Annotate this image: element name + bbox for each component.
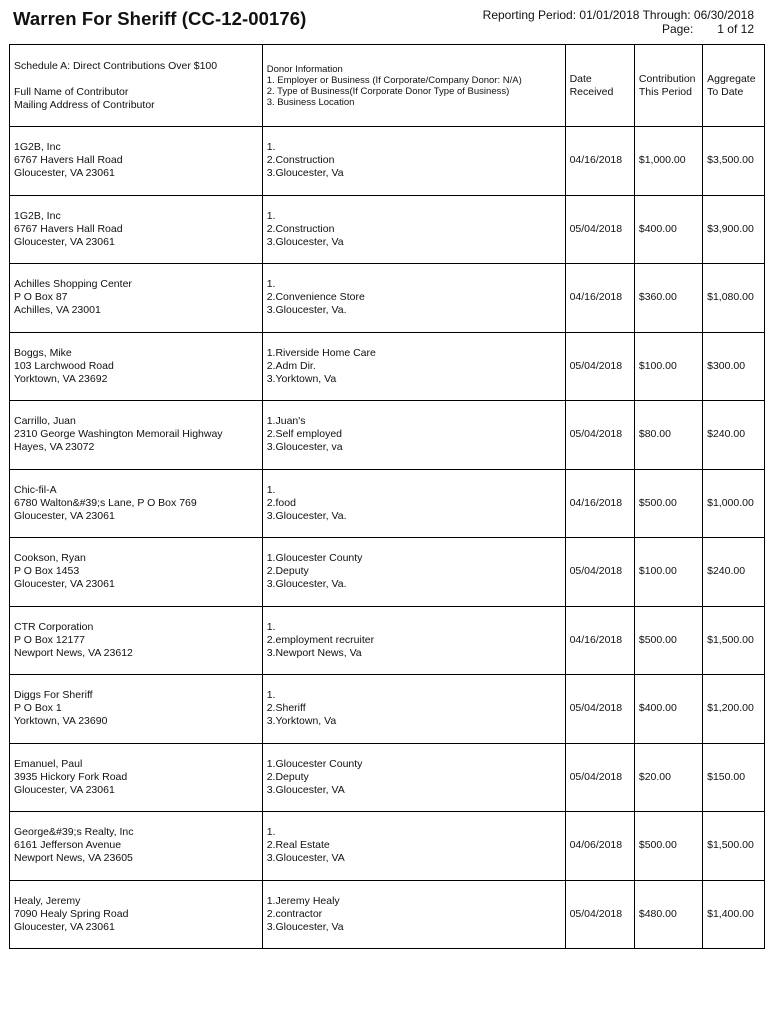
table-row: [10, 743, 765, 812]
contributor-cell-addr1: P O Box 87: [14, 291, 68, 304]
donor-info-cell-d3: 3.Gloucester, Va.: [266, 509, 347, 522]
contributor-cell-addr2: Gloucester, VA 23061: [14, 235, 115, 248]
contributor-cell-addr2: Gloucester, VA 23061: [14, 783, 115, 796]
donor-info-cell-d3: 3.Yorktown, Va: [266, 372, 337, 385]
donor-info-cell-d3: 3.Gloucester, VA: [266, 852, 345, 865]
aggregate-amount-cell: [703, 469, 765, 538]
donor-info-cell: [262, 332, 565, 401]
contributor-cell-addr1: 7090 Healy Spring Road: [14, 907, 129, 920]
date-received-cell-date: 04/06/2018: [569, 839, 623, 852]
aggregate-amount-cell: [703, 675, 765, 744]
contribution-amount-cell-amount: $400.00: [638, 702, 677, 715]
donor-info-cell-d1: 1.Riverside Home Care: [266, 346, 376, 359]
donor-info-cell-d3: 3.Gloucester, Va.: [266, 304, 347, 317]
contribution-amount-cell-amount: $100.00: [638, 565, 677, 578]
contributor-cell: [10, 332, 263, 401]
date-header-line-2: Received: [569, 85, 614, 98]
contributor-cell-name: Emanuel, Paul: [14, 757, 83, 770]
date-received-cell: [565, 606, 634, 675]
date-column-header: [565, 45, 634, 127]
donor-info-cell-d1: 1.Gloucester County: [266, 757, 363, 770]
table-row: [10, 812, 765, 881]
table-row: [10, 880, 765, 949]
contributor-cell-addr2: Yorktown, VA 23690: [14, 715, 108, 728]
contributor-cell-name: Achilles Shopping Center: [14, 278, 132, 291]
date-received-cell-date: 04/16/2018: [569, 154, 623, 167]
contributor-cell-addr1: 3935 Hickory Fork Road: [14, 770, 128, 783]
donor-info-cell-d1: 1.: [266, 278, 276, 291]
contributor-cell-addr1: 6767 Havers Hall Road: [14, 222, 123, 235]
contributor-cell: [10, 880, 263, 949]
full-name-label: Full Name of Contributor: [14, 85, 129, 98]
donor-info-cell: [262, 264, 565, 333]
contributor-cell-addr1: P O Box 1453: [14, 565, 80, 578]
donor-info-cell: [262, 195, 565, 264]
date-received-cell: [565, 812, 634, 881]
donor-info-cell: [262, 675, 565, 744]
aggregate-amount-cell-aggregate: $3,900.00: [707, 222, 754, 235]
contribution-header-line-2: This Period: [638, 85, 692, 98]
contributor-cell: [10, 812, 263, 881]
date-received-cell: [565, 195, 634, 264]
contribution-amount-cell: [634, 880, 702, 949]
contribution-amount-cell: [634, 264, 702, 333]
reporting-period-block: [483, 8, 754, 36]
aggregate-amount-cell-aggregate: $1,400.00: [707, 907, 754, 920]
donor-info-cell-d3: 3.Gloucester, Va: [266, 920, 344, 933]
contributor-cell: [10, 127, 263, 196]
contribution-amount-cell: [634, 401, 702, 470]
contributor-cell: [10, 606, 263, 675]
contribution-amount-cell-amount: $360.00: [638, 291, 677, 304]
contributor-cell-addr1: 6780 Walton&#39;s Lane, P O Box 769: [14, 496, 197, 509]
date-received-cell-date: 05/04/2018: [569, 222, 623, 235]
contributor-cell-name: Boggs, Mike: [14, 346, 72, 359]
donor-info-line-1: 1. Employer or Business (If Corporate/Company Donor: N/A): [266, 74, 522, 86]
date-received-cell: [565, 469, 634, 538]
contribution-amount-cell-amount: $500.00: [638, 496, 677, 509]
contributor-cell-addr1: P O Box 1: [14, 702, 62, 715]
donor-info-cell-d1: 1.: [266, 141, 276, 154]
contribution-amount-cell-amount: $80.00: [638, 428, 671, 441]
date-received-cell-date: 05/04/2018: [569, 428, 623, 441]
table-row: [10, 606, 765, 675]
contributor-cell-name: CTR Corporation: [14, 620, 94, 633]
contribution-amount-cell-amount: $500.00: [638, 839, 677, 852]
contributor-cell-name: Chic-fil-A: [14, 483, 57, 496]
contribution-amount-cell: [634, 743, 702, 812]
table-row: [10, 675, 765, 744]
table-row: [10, 469, 765, 538]
contribution-amount-cell-amount: $100.00: [638, 359, 677, 372]
donor-info-cell: [262, 538, 565, 607]
aggregate-amount-cell-aggregate: $300.00: [707, 359, 746, 372]
donor-info-cell-d3: 3.Gloucester, Va: [266, 235, 344, 248]
aggregate-amount-cell: [703, 880, 765, 949]
aggregate-amount-cell-aggregate: $240.00: [707, 565, 746, 578]
aggregate-amount-cell-aggregate: $1,500.00: [707, 839, 754, 852]
contribution-amount-cell: [634, 606, 702, 675]
donor-info-cell-d2: 2.Construction: [266, 222, 335, 235]
date-received-cell-date: 05/04/2018: [569, 565, 623, 578]
donor-info-cell-d2: 2.Convenience Store: [266, 291, 365, 304]
date-received-cell: [565, 332, 634, 401]
donor-info-cell-d3: 3.Gloucester, VA: [266, 783, 345, 796]
contributor-cell-addr2: Hayes, VA 23072: [14, 441, 95, 454]
donor-info-cell-d1: 1.: [266, 209, 276, 222]
contributor-cell: [10, 401, 263, 470]
donor-info-line-3: 3. Business Location: [266, 96, 355, 108]
aggregate-amount-cell-aggregate: $1,200.00: [707, 702, 754, 715]
donor-info-cell-d1: 1.: [266, 689, 276, 702]
table-row: [10, 538, 765, 607]
aggregate-amount-cell: [703, 401, 765, 470]
mailing-address-label: Mailing Address of Contributor: [14, 98, 155, 111]
aggregate-amount-cell: [703, 743, 765, 812]
donor-info-cell: [262, 743, 565, 812]
date-received-cell-date: 05/04/2018: [569, 907, 623, 920]
aggregate-amount-cell: [703, 264, 765, 333]
date-received-cell-date: 05/04/2018: [569, 702, 623, 715]
aggregate-amount-cell: [703, 127, 765, 196]
donor-info-cell-d2: 2.Construction: [266, 154, 335, 167]
contribution-amount-cell: [634, 812, 702, 881]
date-received-cell: [565, 264, 634, 333]
date-received-cell: [565, 675, 634, 744]
contribution-amount-cell: [634, 332, 702, 401]
date-received-cell-date: 04/16/2018: [569, 496, 623, 509]
contribution-amount-cell: [634, 675, 702, 744]
contributions-table: [9, 44, 765, 949]
aggregate-amount-cell-aggregate: $1,500.00: [707, 633, 754, 646]
aggregate-amount-cell: [703, 332, 765, 401]
contributor-cell-name: George&#39;s Realty, Inc: [14, 826, 134, 839]
table-row: [10, 264, 765, 333]
date-received-cell: [565, 743, 634, 812]
date-received-cell: [565, 538, 634, 607]
donor-info-cell: [262, 812, 565, 881]
contributions-table-body: [10, 127, 765, 949]
donor-info-cell-d1: 1.Juan's: [266, 415, 306, 428]
date-received-cell-date: 04/16/2018: [569, 291, 623, 304]
donor-info-cell-d1: 1.: [266, 483, 276, 496]
contributor-cell: [10, 743, 263, 812]
date-received-cell: [565, 127, 634, 196]
aggregate-amount-cell: [703, 538, 765, 607]
contributor-cell-addr2: Gloucester, VA 23061: [14, 167, 115, 180]
contributor-cell-name: Healy, Jeremy: [14, 894, 81, 907]
donor-info-cell-d3: 3.Yorktown, Va: [266, 715, 337, 728]
donor-info-cell-d2: 2.Real Estate: [266, 839, 330, 852]
date-header-line-1: Date: [569, 72, 592, 85]
aggregate-amount-cell-aggregate: $3,500.00: [707, 154, 754, 167]
table-header-row: [10, 45, 765, 127]
donor-info-cell-d3: 3.Gloucester, va: [266, 441, 343, 454]
reporting-period: Reporting Period: 01/01/2018 Through: 06/30/2018: [482, 8, 754, 22]
contribution-column-header: [634, 45, 702, 127]
aggregate-amount-cell: [703, 812, 765, 881]
donor-info-cell-d1: 1.Jeremy Healy: [266, 894, 340, 907]
donor-info-cell: [262, 127, 565, 196]
donor-info-cell-d1: 1.: [266, 620, 276, 633]
report-title: Warren For Sheriff (CC-12-00176): [13, 8, 307, 29]
contribution-amount-cell: [634, 469, 702, 538]
contributor-cell-addr2: Newport News, VA 23605: [14, 852, 133, 865]
contributor-cell-addr2: Gloucester, VA 23061: [14, 509, 115, 522]
donor-info-cell-d2: 2.employment recruiter: [266, 633, 375, 646]
contribution-amount-cell: [634, 127, 702, 196]
donor-info-cell-d2: 2.Sheriff: [266, 702, 306, 715]
date-received-cell-date: 05/04/2018: [569, 359, 623, 372]
contributor-cell-name: 1G2B, Inc: [14, 141, 61, 154]
aggregate-header-line-1: Aggregate: [707, 72, 756, 85]
contributor-cell: [10, 264, 263, 333]
table-row: [10, 195, 765, 264]
donor-info-cell-d2: 2.Deputy: [266, 770, 309, 783]
contributor-cell-addr2: Yorktown, VA 23692: [14, 372, 108, 385]
aggregate-header-line-2: To Date: [707, 85, 744, 98]
aggregate-amount-cell-aggregate: $1,080.00: [707, 291, 754, 304]
contribution-amount-cell-amount: $480.00: [638, 907, 677, 920]
contributor-cell-addr1: 6767 Havers Hall Road: [14, 154, 123, 167]
contribution-header-line-1: Contribution: [638, 72, 696, 85]
donor-info-cell: [262, 401, 565, 470]
contribution-amount-cell-amount: $20.00: [638, 770, 671, 783]
aggregate-amount-cell-aggregate: $1,000.00: [707, 496, 754, 509]
donor-info-cell-d2: 2.contractor: [266, 907, 323, 920]
donor-info-cell-d3: 3.Gloucester, Va.: [266, 578, 347, 591]
contributor-cell-addr1: 2310 George Washington Memorail Highway: [14, 428, 223, 441]
donor-info-cell-d3: 3.Newport News, Va: [266, 646, 362, 659]
donor-info-cell-d1: 1.Gloucester County: [266, 552, 363, 565]
contribution-amount-cell-amount: $500.00: [638, 633, 677, 646]
contributor-cell-addr2: Achilles, VA 23001: [14, 304, 101, 317]
donor-info-cell-d2: 2.food: [266, 496, 296, 509]
donor-info-cell-d2: 2.Adm Dir.: [266, 359, 316, 372]
donor-info-column-header: [262, 45, 565, 127]
contribution-amount-cell: [634, 195, 702, 264]
contributor-cell-addr1: P O Box 12177: [14, 633, 86, 646]
donor-info-cell-d2: 2.Self employed: [266, 428, 343, 441]
date-received-cell-date: 05/04/2018: [569, 770, 623, 783]
contributor-cell: [10, 675, 263, 744]
contributor-cell-name: Carrillo, Juan: [14, 415, 76, 428]
contribution-amount-cell: [634, 538, 702, 607]
contributor-cell: [10, 195, 263, 264]
table-row: [10, 401, 765, 470]
date-received-cell: [565, 401, 634, 470]
aggregate-amount-cell: [703, 606, 765, 675]
schedule-label: Schedule A: Direct Contributions Over $100: [14, 59, 218, 72]
aggregate-amount-cell-aggregate: $240.00: [707, 428, 746, 441]
contributor-cell-addr1: 103 Larchwood Road: [14, 359, 114, 372]
contributor-column-header: [10, 45, 263, 127]
contribution-amount-cell-amount: $1,000.00: [638, 154, 686, 167]
donor-info-line-2: 2. Type of Business(If Corporate Donor Type of Business): [266, 85, 510, 97]
contributor-cell-addr1: 6161 Jefferson Avenue: [14, 839, 122, 852]
page-label: Page:: [661, 22, 694, 36]
contribution-amount-cell-amount: $400.00: [638, 222, 677, 235]
donor-info-cell: [262, 880, 565, 949]
contributor-cell-addr2: Gloucester, VA 23061: [14, 578, 115, 591]
donor-info-cell-d1: 1.: [266, 826, 276, 839]
donor-info-cell-d3: 3.Gloucester, Va: [266, 167, 344, 180]
contributor-cell-addr2: Gloucester, VA 23061: [14, 920, 115, 933]
contributor-cell-name: Cookson, Ryan: [14, 552, 86, 565]
date-received-cell-date: 04/16/2018: [569, 633, 623, 646]
aggregate-amount-cell-aggregate: $150.00: [707, 770, 746, 783]
contributor-cell: [10, 538, 263, 607]
donor-info-cell: [262, 606, 565, 675]
contributor-cell-addr2: Newport News, VA 23612: [14, 646, 133, 659]
table-row: [10, 127, 765, 196]
contributor-cell: [10, 469, 263, 538]
table-row: [10, 332, 765, 401]
aggregate-amount-cell: [703, 195, 765, 264]
donor-info-cell-d2: 2.Deputy: [266, 565, 309, 578]
aggregate-column-header: [703, 45, 765, 127]
contributor-cell-name: Diggs For Sheriff: [14, 689, 93, 702]
page-indicator: [483, 22, 754, 36]
donor-info-title: Donor Information: [266, 63, 343, 75]
date-received-cell: [565, 880, 634, 949]
contributor-cell-name: 1G2B, Inc: [14, 209, 61, 222]
page-number: 1 of 12: [717, 22, 754, 36]
donor-info-cell: [262, 469, 565, 538]
